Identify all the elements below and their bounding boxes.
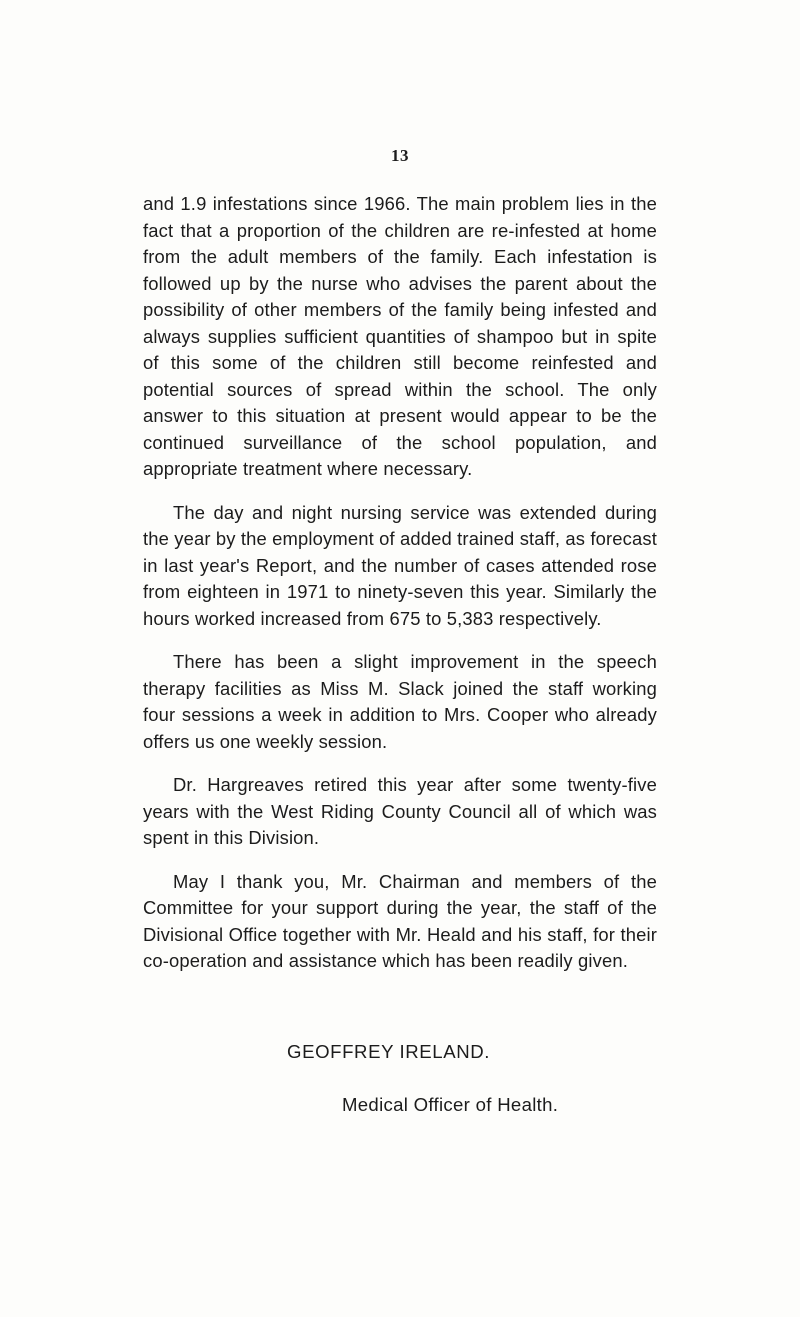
paragraph-speech-therapy: There has been a slight improvement in the speech therapy facilities as Miss M. Slack joined the staff working four sessions a week in addition to Mrs. Cooper who already offers us one weekly session. <box>143 651 657 752</box>
signature-title: Medical Officer of Health. <box>342 1094 559 1115</box>
signature-name: GEOFFREY IRELAND. <box>287 1041 491 1062</box>
paragraph-continuation: and 1.9 infestations since 1966. The main problem lies in the fact that a proportion of the children are re-infested at home from the adult members of the family. Each infestation is followed up by the nurse who advises the parent about the possibility of other members of the family being infested and always supplies sufficient quantities of shampoo but in spite of this some of the children still become reinfested and potential sources of spread within the school. The only answer to this situation at present would appear to be the continued surveillance of the school population, and appropriate treatment where necessary. <box>143 193 657 479</box>
paragraph-nursing-service: The day and night nursing service was extended during the year by the employment of added trained staff, as forecast in last year's Report, and the number of cases attended rose from eighteen in 1971 to ninety-seven this year. Similarly the hours worked increased from 675 to 5,383 respectively. <box>143 501 657 629</box>
page-number: 13 <box>391 146 409 165</box>
paragraph-retirement: Dr. Hargreaves retired this year after some twenty-five years with the West Riding County Council all of which was spent in this Division. <box>143 774 657 848</box>
paragraph-thanks: May I thank you, Mr. Chairman and members of the Committee for your support during the year, the staff of the Divisional Office together with Mr. Heald and his staff, for their co-operation and assistance which has been readily given. <box>143 870 657 971</box>
body-text <box>143 191 657 992</box>
